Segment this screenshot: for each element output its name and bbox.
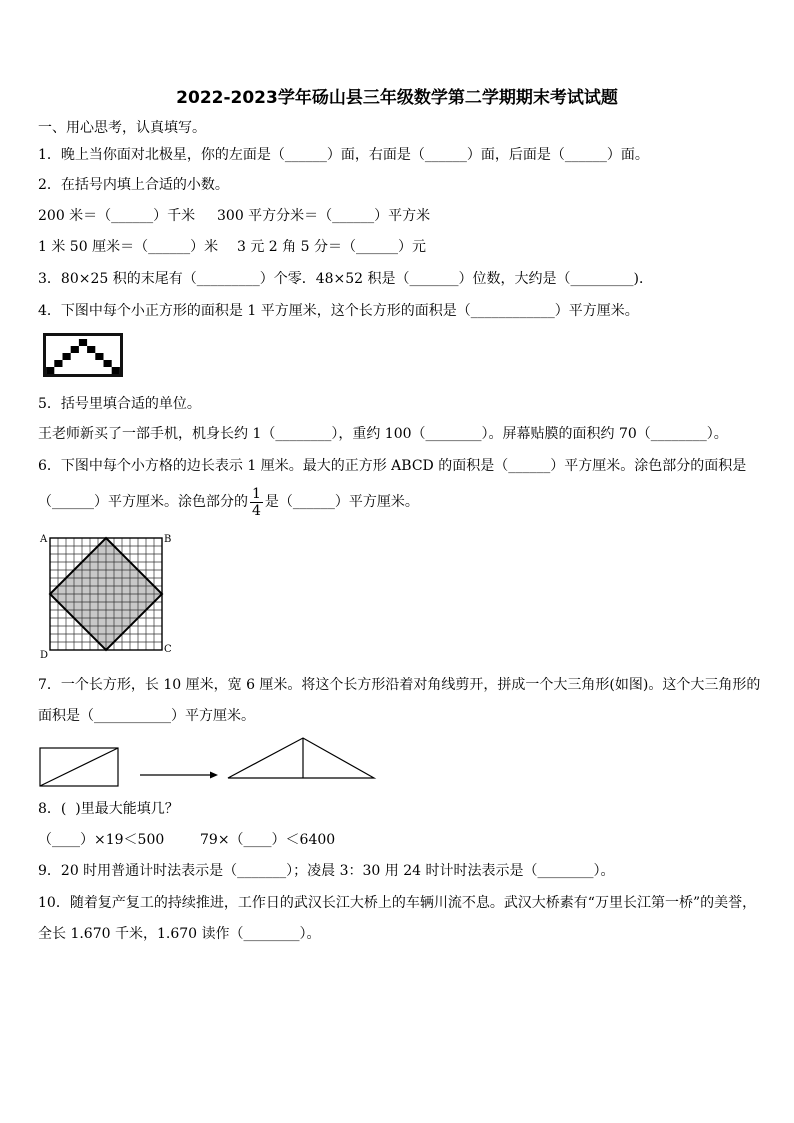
question-8-item-1: （____）×19＜500 [38, 832, 165, 848]
black-unit-square [46, 367, 54, 374]
black-unit-square [87, 346, 95, 353]
question-2-item-2: 300 平方分米＝（______）平方米 [217, 208, 431, 224]
question-5-text: 王老师新买了一部手机，机身长约 1（________），重约 100（________）。屏幕贴膜的面积约 70（________）。 [38, 426, 728, 442]
exam-title: 2022-2023学年砀山县三年级数学第二学期期末考试试题 [176, 88, 618, 108]
vertex-label-b: B [164, 534, 172, 545]
question-10-line-1: 10．随着复产复工的持续推进，工作日的武汉长江大桥上的车辆川流不息。武汉大桥素有“万里长江第一桥”的美誉， [38, 895, 757, 911]
question-2-item-3: 1 米 50 厘米＝（______）米 [38, 239, 219, 255]
square-abcd-grid-figure [36, 530, 176, 662]
question-6-line-1: 6．下图中每个小方格的边长表示 1 厘米。最大的正方形 ABCD 的面积是（______）平方厘米。涂色部分的面积是 [38, 458, 747, 474]
vertex-label-c: C [164, 644, 172, 655]
question-8-item-2: 79×（____）＜6400 [200, 832, 336, 848]
vertex-label-a: A [40, 534, 48, 545]
rectangle-diagonal [40, 748, 118, 786]
question-7-line-2: 面积是（___________）平方厘米。 [38, 708, 255, 724]
black-unit-square [79, 339, 87, 346]
arrow-head-icon [210, 772, 218, 779]
fraction-numerator: 1 [252, 485, 261, 502]
question-6-line-2 [38, 484, 419, 520]
fraction-one-quarter [250, 486, 263, 519]
question-9: 9．20 时用普通计时法表示是（_______）；凌晨 3：30 用 24 时计时法表示是（________）。 [38, 863, 615, 879]
rectangle-staircase-figure [43, 333, 123, 377]
vertex-label-d: D [40, 650, 49, 661]
question-6-line-2-after: 是（______）平方厘米。 [264, 494, 419, 510]
section-heading: 一、用心思考，认真填写。 [38, 120, 206, 136]
rectangle-to-triangle-figure [36, 734, 381, 790]
question-10-line-2: 全长 1.670 千米，1.670 读作（________）。 [38, 926, 321, 942]
large-triangle [228, 738, 374, 778]
question-5-stem: 5．括号里填合适的单位。 [38, 396, 201, 412]
question-4: 4．下图中每个小正方形的面积是 1 平方厘米，这个长方形的面积是（____________）平方厘米。 [38, 303, 639, 319]
black-unit-square [95, 353, 103, 360]
question-2-item-1: 200 米＝（______）千米 [38, 208, 196, 224]
black-unit-square [54, 360, 62, 367]
fraction-denominator: 4 [252, 502, 261, 519]
question-1: 1．晚上当你面对北极星，你的左面是（______）面，右面是（______）面，后面是（______）面。 [38, 147, 649, 163]
black-unit-square [71, 346, 79, 353]
black-unit-square [63, 353, 71, 360]
grid-lines [50, 538, 162, 650]
black-unit-square [104, 360, 112, 367]
question-2-item-4: 3 元 2 角 5 分＝（______）元 [237, 239, 426, 255]
black-unit-square [112, 367, 120, 374]
question-7-line-1: 7．一个长方形，长 10 厘米，宽 6 厘米。将这个长方形沿着对角线剪开，拼成一个大三角形(如图)。这个大三角形的 [38, 677, 761, 693]
question-2-stem: 2．在括号内填上合适的小数。 [38, 177, 229, 193]
question-8-stem: 8．( )里最大能填几？ [38, 801, 179, 817]
question-6-line-2-before: （______）平方厘米。涂色部分的 [38, 494, 248, 510]
question-3: 3．80×25 积的末尾有（_________）个零．48×52 积是（_______）位数，大约是（_________)． [38, 271, 653, 287]
